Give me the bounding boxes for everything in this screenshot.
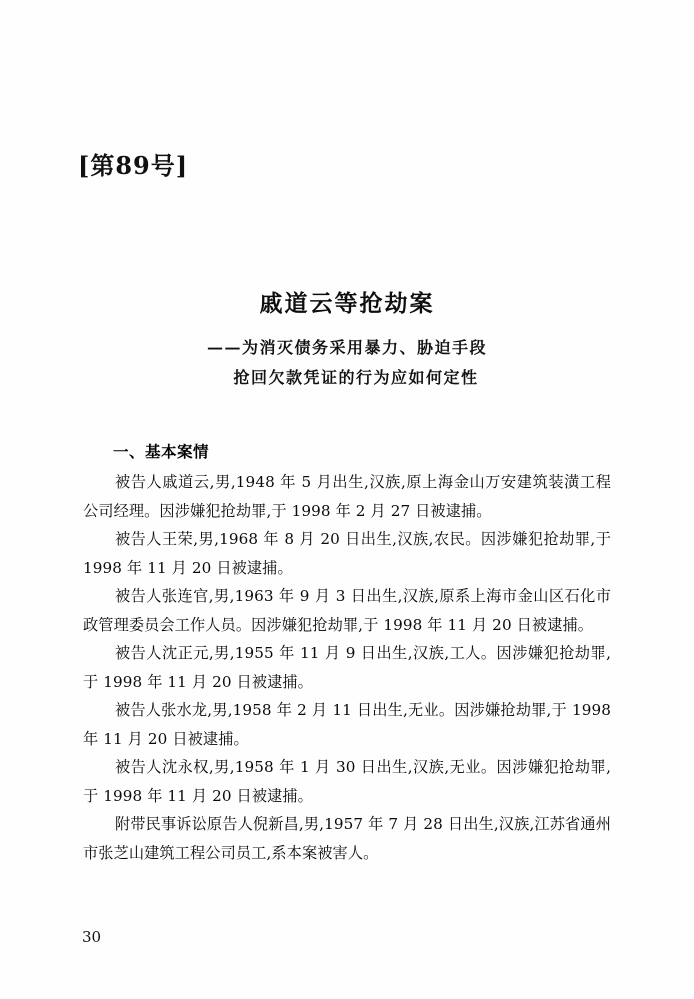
- title-block: [0, 288, 694, 392]
- document-body: [83, 440, 611, 867]
- page-number: 30: [82, 928, 102, 946]
- section-heading: 一、基本案情: [113, 442, 210, 461]
- subtitle-line-1: ——为消灭债务采用暴力、胁迫手段: [206, 338, 487, 358]
- body-paragraph: 被告人张水龙,男,1958 年 2 月 11 日出生,无业。因涉嫌抢劫罪,于 1998 年 11 月 20 日被逮捕。: [83, 701, 611, 748]
- document-subtitle: [0, 333, 694, 392]
- case-number-label: [第89号]: [78, 151, 189, 180]
- page-title: 戚道云等抢劫案: [259, 290, 435, 317]
- subtitle-line-2: 抢回欠款凭证的行为应如何定性: [233, 367, 479, 387]
- body-paragraph: 被告人沈永权,男,1958 年 1 月 30 日出生,汉族,无业。因涉嫌犯抢劫罪,于 1998 年 11 月 20 日被逮捕。: [83, 758, 611, 805]
- body-paragraph: 被告人张连官,男,1963 年 9 月 3 日出生,汉族,原系上海市金山区石化市政管理委员会工作人员。因涉嫌犯抢劫罪,于 1998 年 11 月 20 日被逮捕。: [83, 587, 611, 634]
- body-paragraph: 被告人沈正元,男,1955 年 11 月 9 日出生,汉族,工人。因涉嫌犯抢劫罪,于 1998 年 11 月 20 日被逮捕。: [83, 644, 611, 691]
- body-paragraph: 被告人戚道云,男,1948 年 5 月出生,汉族,原上海金山万安建筑装潢工程公司经理。因涉嫌犯抢劫罪,于 1998 年 2 月 27 日被逮捕。: [83, 473, 611, 520]
- body-paragraph: 被告人王荣,男,1968 年 8 月 20 日出生,汉族,农民。因涉嫌犯抢劫罪,于 1998 年 11 月 20 日被逮捕。: [83, 530, 611, 577]
- body-paragraph: 附带民事诉讼原告人倪新昌,男,1957 年 7 月 28 日出生,汉族,江苏省通州市张芝山建筑工程公司员工,系本案被害人。: [83, 815, 611, 862]
